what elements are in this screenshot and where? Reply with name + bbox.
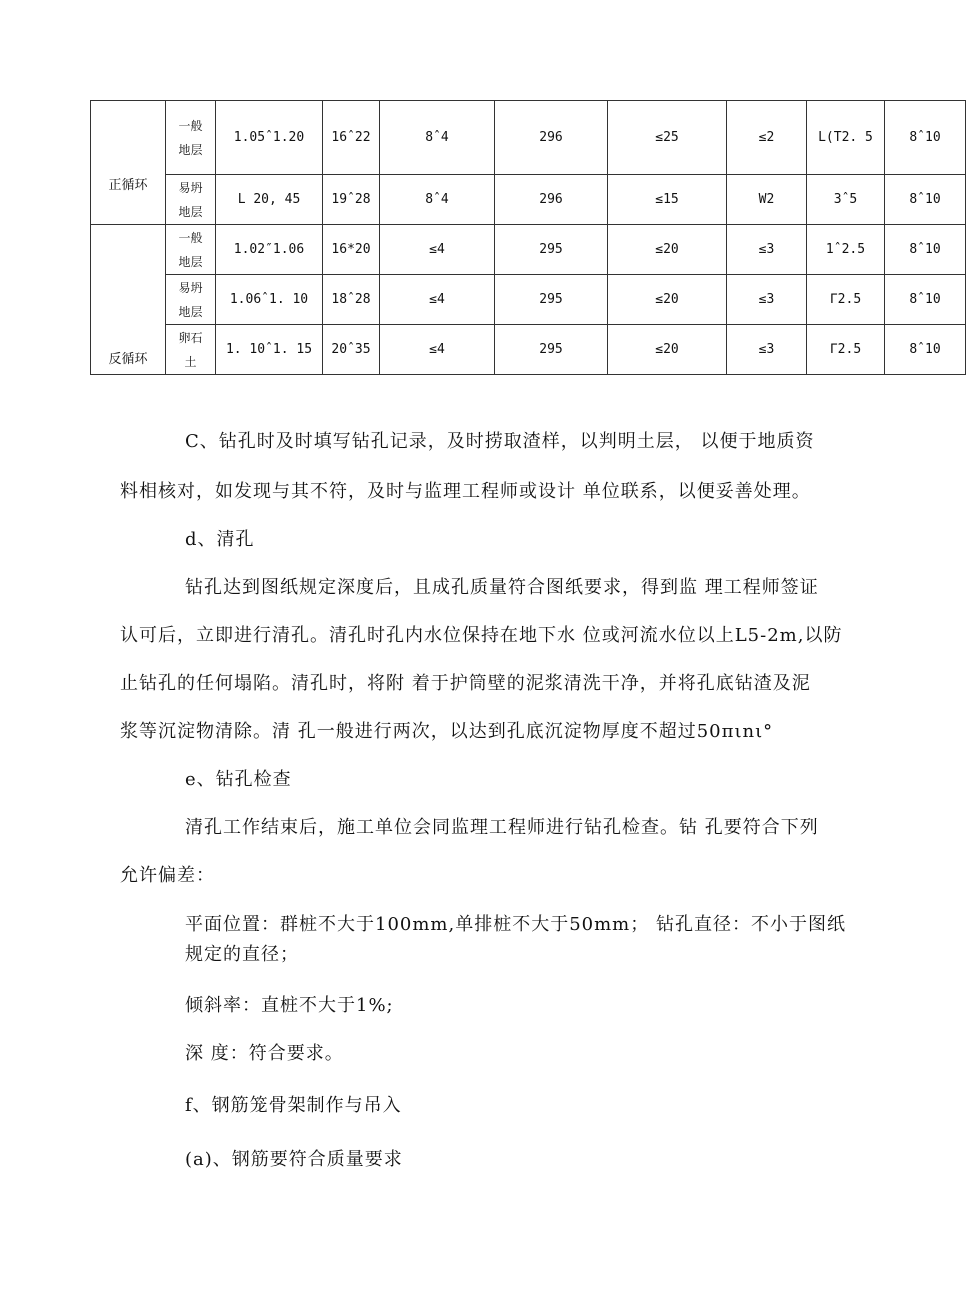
tolerance-plane-cont: 规定的直径； <box>185 944 299 965</box>
table-cell: 19ˆ28 <box>323 175 380 225</box>
tolerance-plane: 平面位置：群桩不大于100mm,单排桩不大于50mm； 钻孔直径：不小于图纸 <box>185 914 846 935</box>
table-cell: ≤25 <box>608 101 727 175</box>
table-cell: L 20, 45 <box>216 175 323 225</box>
table-cell: 8ˆ10 <box>885 275 966 325</box>
table-cell: 18ˆ28 <box>323 275 380 325</box>
table-cell: ≤4 <box>380 275 495 325</box>
table-cell: 16ˆ22 <box>323 101 380 175</box>
table-cell: Γ2.5 <box>807 275 885 325</box>
table-row <box>91 101 966 175</box>
tolerance-tilt: 倾斜率：直桩不大于1%; <box>185 995 394 1016</box>
table-cell: 1. 10ˆ1. 15 <box>216 325 323 375</box>
table-cell: 1.02″1.06 <box>216 225 323 275</box>
table-cell: ≤3 <box>727 325 807 375</box>
table-cell: 296 <box>495 101 608 175</box>
section-heading-rebar-cage: f、钢筋笼骨架制作与吊入 <box>185 1095 402 1116</box>
table-cell: 295 <box>495 275 608 325</box>
stratum-label-line: 一般 <box>178 118 203 133</box>
table-row <box>91 175 966 225</box>
table-cell: 1.06ˆ1. 10 <box>216 275 323 325</box>
stratum-type <box>166 101 216 175</box>
table-cell: 1ˆ2.5 <box>807 225 885 275</box>
paragraph: 认可后，立即进行清孔。清孔时孔内水位保持在地下水 位或河流水位以上L5-2m,以防 <box>120 625 843 646</box>
table-cell: 8ˆ10 <box>885 225 966 275</box>
table-cell: ≤20 <box>608 225 727 275</box>
stratum-type <box>166 325 216 375</box>
table-cell: 295 <box>495 325 608 375</box>
paragraph: C、钻孔时及时填写钻孔记录，及时捞取渣样，以判明土层， 以便于地质资 <box>185 431 815 452</box>
table-row <box>91 325 966 375</box>
table-cell: ≤3 <box>727 225 807 275</box>
table-row <box>91 225 966 275</box>
stratum-type <box>166 175 216 225</box>
table-cell: ≤4 <box>380 225 495 275</box>
table-cell: ≤2 <box>727 101 807 175</box>
table-cell: ≤15 <box>608 175 727 225</box>
paragraph: 浆等沉淀物清除。清 孔一般进行两次，以达到孔底沉淀物厚度不超过50πιnι° <box>120 721 774 742</box>
subsection-heading-rebar-quality: (a)、钢筋要符合质量要求 <box>185 1149 403 1170</box>
table-cell: L(T2. 5 <box>807 101 885 175</box>
table-cell: ≤20 <box>608 325 727 375</box>
stratum-label-line: 卵石 <box>178 330 203 345</box>
tolerance-depth: 深 度：符合要求。 <box>185 1043 344 1064</box>
table-cell: 8ˆ10 <box>885 101 966 175</box>
table-cell: 8ˆ10 <box>885 325 966 375</box>
stratum-label-line: 土 <box>184 354 197 369</box>
stratum-type <box>166 225 216 275</box>
paragraph: 钻孔达到图纸规定深度后，且成孔质量符合图纸要求，得到监 理工程师签证 <box>185 577 819 598</box>
table-cell: 8ˆ10 <box>885 175 966 225</box>
paragraph: 允许偏差： <box>120 865 215 886</box>
table-row <box>91 275 966 325</box>
table-cell: 296 <box>495 175 608 225</box>
stratum-label-line: 一般 <box>178 230 203 245</box>
stratum-type <box>166 275 216 325</box>
circulation-type: 正循环 <box>91 101 166 225</box>
section-heading-hole-inspection: e、钻孔检查 <box>185 769 292 790</box>
table-cell: ≤3 <box>727 275 807 325</box>
table-cell: 8ˆ4 <box>380 175 495 225</box>
table-cell: 20ˆ35 <box>323 325 380 375</box>
table-cell: ≤4 <box>380 325 495 375</box>
stratum-label-line: 地层 <box>178 254 203 269</box>
table-cell: Γ2.5 <box>807 325 885 375</box>
table-cell: 16*20 <box>323 225 380 275</box>
stratum-label-line: 地层 <box>178 204 203 219</box>
section-heading-clean-hole: d、清孔 <box>185 529 255 550</box>
table-cell: 1.05ˆ1.20 <box>216 101 323 175</box>
table-cell: W2 <box>727 175 807 225</box>
paragraph: 料相核对，如发现与其不符，及时与监理工程师或设计 单位联系，以便妥善处理。 <box>120 481 811 502</box>
paragraph: 清孔工作结束后，施工单位会同监理工程师进行钻孔检查。钻 孔要符合下列 <box>185 817 819 838</box>
stratum-label-line: 地层 <box>178 304 203 319</box>
stratum-label-line: 易坍 <box>178 180 203 195</box>
paragraph: 止钻孔的任何塌陷。清孔时，将附 着于护筒壁的泥浆清洗干净，并将孔底钻渣及泥 <box>120 673 811 694</box>
stratum-label-line: 易坍 <box>178 280 203 295</box>
table-cell: 3ˆ5 <box>807 175 885 225</box>
table-cell: 8ˆ4 <box>380 101 495 175</box>
table-cell: ≤20 <box>608 275 727 325</box>
mud-parameter-table <box>90 100 966 375</box>
circulation-type: 反循环 <box>91 225 166 375</box>
table-cell: 295 <box>495 225 608 275</box>
stratum-label-line: 地层 <box>178 142 203 157</box>
